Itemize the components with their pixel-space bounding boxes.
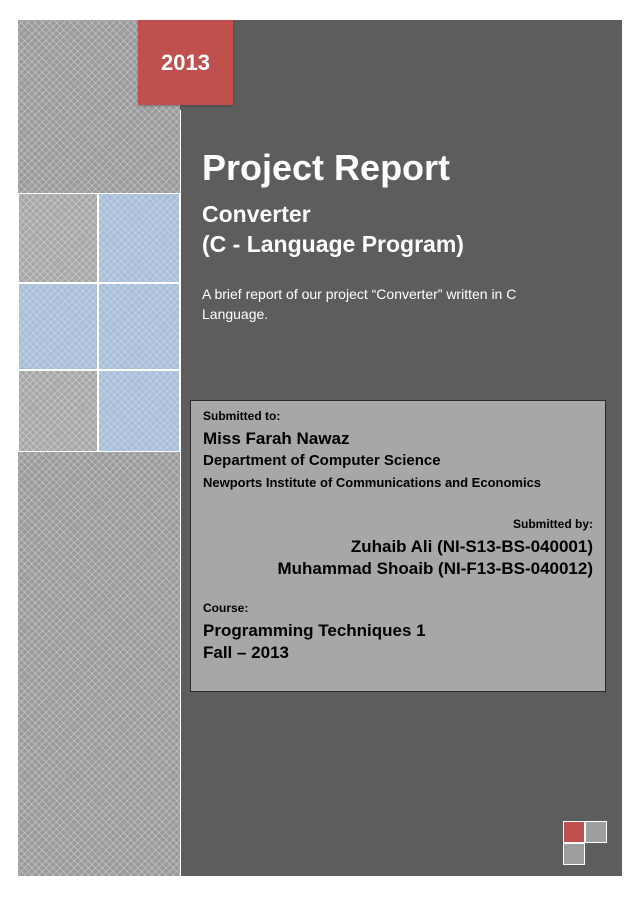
submitted-to-label: Submitted to: (203, 409, 281, 423)
student-2: Muhammad Shoaib (NI-F13-BS-040012) (277, 559, 593, 578)
tile-grey (18, 370, 98, 452)
year-text: 2013 (161, 49, 210, 75)
institute-name: Newports Institute of Communications and Economics (203, 475, 542, 490)
tile-grey (18, 193, 98, 283)
project-description: A brief report of our project “Converter” written in C Language. (202, 286, 517, 322)
corner-square-grey (585, 821, 607, 843)
tile-blue (98, 283, 180, 370)
submitted-by-label: Submitted by: (513, 517, 593, 531)
supervisor-name: Miss Farah Nawaz (203, 429, 350, 448)
tile-blue (98, 370, 180, 452)
course-name: Programming Techniques 1 (203, 621, 426, 640)
department-name: Department of Computer Science (203, 452, 441, 469)
project-name: Converter (202, 201, 311, 227)
student-1: Zuhaib Ali (NI-S13-BS-040001) (350, 537, 593, 556)
tile-blue (98, 193, 180, 283)
report-title: Project Report (202, 147, 451, 188)
title-block (202, 148, 602, 259)
submission-info-box (190, 400, 606, 692)
course-term: Fall – 2013 (203, 643, 290, 662)
tile-blue (18, 283, 98, 370)
year-badge (138, 20, 233, 105)
corner-square-red (563, 821, 585, 843)
corner-square-grey (563, 843, 585, 865)
project-subtitle: (C - Language Program) (202, 231, 464, 257)
decorative-tile-grid (18, 193, 180, 452)
vertical-divider (180, 110, 181, 876)
course-label: Course: (203, 601, 249, 615)
